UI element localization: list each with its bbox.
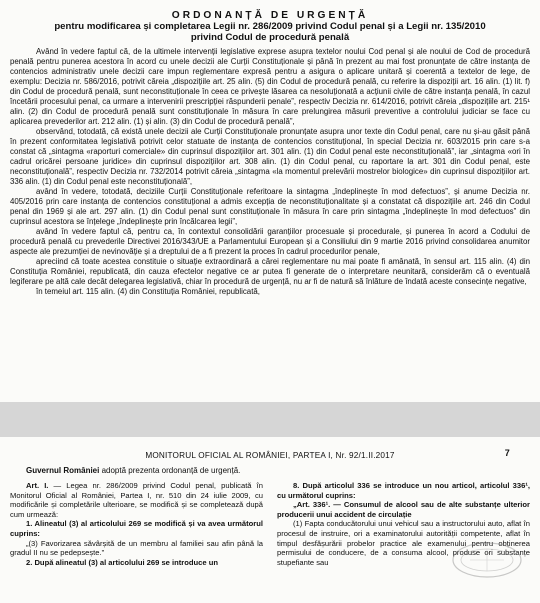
document-subtitle-line2: privind Codul de procedură penală <box>190 32 350 43</box>
page-separator <box>0 402 540 437</box>
article-one <box>10 481 263 519</box>
document-subtitle-line1: pentru modificarea și completarea Legii nr. 286/2009 privind Codul penal și a Legii nr. 135/2010 <box>54 21 486 32</box>
left-column <box>10 481 263 567</box>
gazette-header-text: MONITORUL OFICIAL AL ROMÂNIEI, PARTEA I, Nr. 92/1.II.2017 <box>145 451 395 460</box>
item-1-text: „(3) Favorizarea săvârșită de un membru al familiei sau afin până la gradul II nu se pedepsește.” <box>10 538 263 558</box>
paragraph: apreciind că toate acestea constituie o situație extraordinară a cărei reglementare nu mai poate fi amânată, în sensul art. 115 alin. (4) din Constituția României, republicată, din cauza efectelor negative ce ar putea fi generate de o interpretare neunitară, considerăm că o eventuală legiferare pe altă cale decât delegarea legislativă, chiar în procedură de urgență, nu ar fi de natură să înlăture de îndată aceste consecințe negative, <box>10 257 530 286</box>
gazette-header <box>10 448 530 460</box>
article-336-1-text: (1) Fapta conducătorului unui vehicul sau a instructorului auto, aflat în procesul de instruire, ori a examinatorului autorității competente, aflat în timpul desfășurării probelor practice ale examenului pentru obținerea permisului de conducere, de a consuma alcool, produse ori substanțe stupefiante sau <box>277 519 530 567</box>
paragraph: în temeiul art. 115 alin. (4) din Constituția României, republicată, <box>36 287 260 296</box>
item-1-heading: 1. Alineatul (3) al articolului 269 se modifică și va avea următorul cuprins: <box>10 519 263 538</box>
paragraph: observând, totodată, că există unele decizii ale Curții Constituționale pronunțate asupra unor texte din Codul penal, care nu și-au găsit până în prezent conformitatea legislativă potrivit celor statuate de instanța de contencios constituțional, în special Decizia nr. 603/2015 prin care s-a constat că „sintagma «raporturi comerciale» din cuprinsul dispozițiilor art. 301 alin. (1) din Codul penal este neconstituțională”, iar „sintagma «ori în cadrul oricărei persoane juridice» din cuprinsul dispozițiilor art. 308 alin. (1) din Codul penal, cu raportare la art. 301 din Codul penal, este neconstituțională”, respectiv Decizia nr. 732/2014 potrivit căreia „sintagma «la momentul prelevării mostrelor biologice» din cuprinsul dispozițiilor art. 336 alin. (1) din Codul penal este neconstituțională”, <box>10 127 530 186</box>
item-2-heading: 2. După alineatul (3) al articolului 269 se introduce un <box>26 557 218 567</box>
watermark-seal-icon <box>450 540 524 580</box>
item-8-heading: 8. După articolul 336 se introduce un nou articol, articolul 336¹, cu următorul cuprins: <box>277 481 530 500</box>
paragraph: Având în vedere faptul că, de la ultimele intervenții legislative exprese asupra textelor noului Cod penal și ale noului de Cod de procedură penală pentru punerea acestora în acord cu unele decizii ale Curții Constituționale și până în prezent au mai fost pronunțate de către instanța de contencios administrativ unele decizii care impun reglementare expresă pentru a asigura o aplicare unitară și coerentă a textelor de lege, de exemplu: Decizia nr. 586/2016, potrivit căreia „dispozițiile art. 25 alin. (5) din Codul de procedură penală, cu referire la dispoziții art. 16 alin. (1) lit. f) din Codul de procedură penală, sunt neconstituționale în ceea ce privește lăsarea ca nesoluționată a acțiunii civile de către instanța penală, în cazul încetării procesului penal, ca urmare a intervenirii prescripției răspunderii penale”, respectiv Decizia nr. 614/2016, potrivit căreia „dispozițiile art. 215¹ alin. (2) din Codul de procedură penală sunt constituționale în măsura în care prelungirea măsurii preventive a controlului judiciar se face cu aplicarea prevederilor art. 212 alin. (1) și alin. (3) din Codul de procedură penală”, <box>10 47 530 126</box>
government-name: Guvernul României <box>26 466 100 475</box>
government-adopts-line <box>26 466 530 475</box>
article-one-text: — Legea nr. 286/2009 privind Codul penal, publicată în Monitorul Oficial al României, Partea I, nr. 510 din 24 iulie 2009, cu modificările și completările ulterioare, se modifică și se completează după cum urmează: <box>10 481 263 519</box>
article-one-lead: Art. I. <box>26 481 49 490</box>
paragraph: având în vedere, totodată, deciziile Curții Constituționale referitoare la sintagma „îndeplinește în mod defectuos”, și anume Decizia nr. 405/2016 prin care instanța de contencios constituțional a admis excepția de neconstituționalitate și a constatat că dispozițiile art. 246 din Codul penal din 1969 și ale art. 297 alin. (1) din Codul penal sunt constituționale în măsura în care prin sintagma „îndeplinește în mod defectuos” din cuprinsul acestora se înțelege „îndeplinește prin încălcarea legii”, <box>10 187 530 226</box>
adopts-text: adoptă prezenta ordonanță de urgență. <box>99 466 241 475</box>
document-title: ORDONANȚĂ DE URGENȚĂ <box>171 10 369 21</box>
article-336-1-title: „Art. 336¹. — Consumul de alcool sau de alte substanțe ulterior producerii unui accident de circulație <box>277 500 530 519</box>
paragraph: având în vedere faptul că, pentru ca, în contextul consolidării garanțiilor procesuale și procedurale, și punerea în acord a Codului de procedură penală cu prevederile Directivei 2016/343/UE a Parlamentului European și a Consiliului din 9 martie 2016 privind consolidarea anumitor aspecte ale prezumției de nevinovăție și a dreptului de a fi prezent la proces în cadrul procedurilor penale, <box>10 227 530 256</box>
page-number: 7 <box>504 448 510 458</box>
